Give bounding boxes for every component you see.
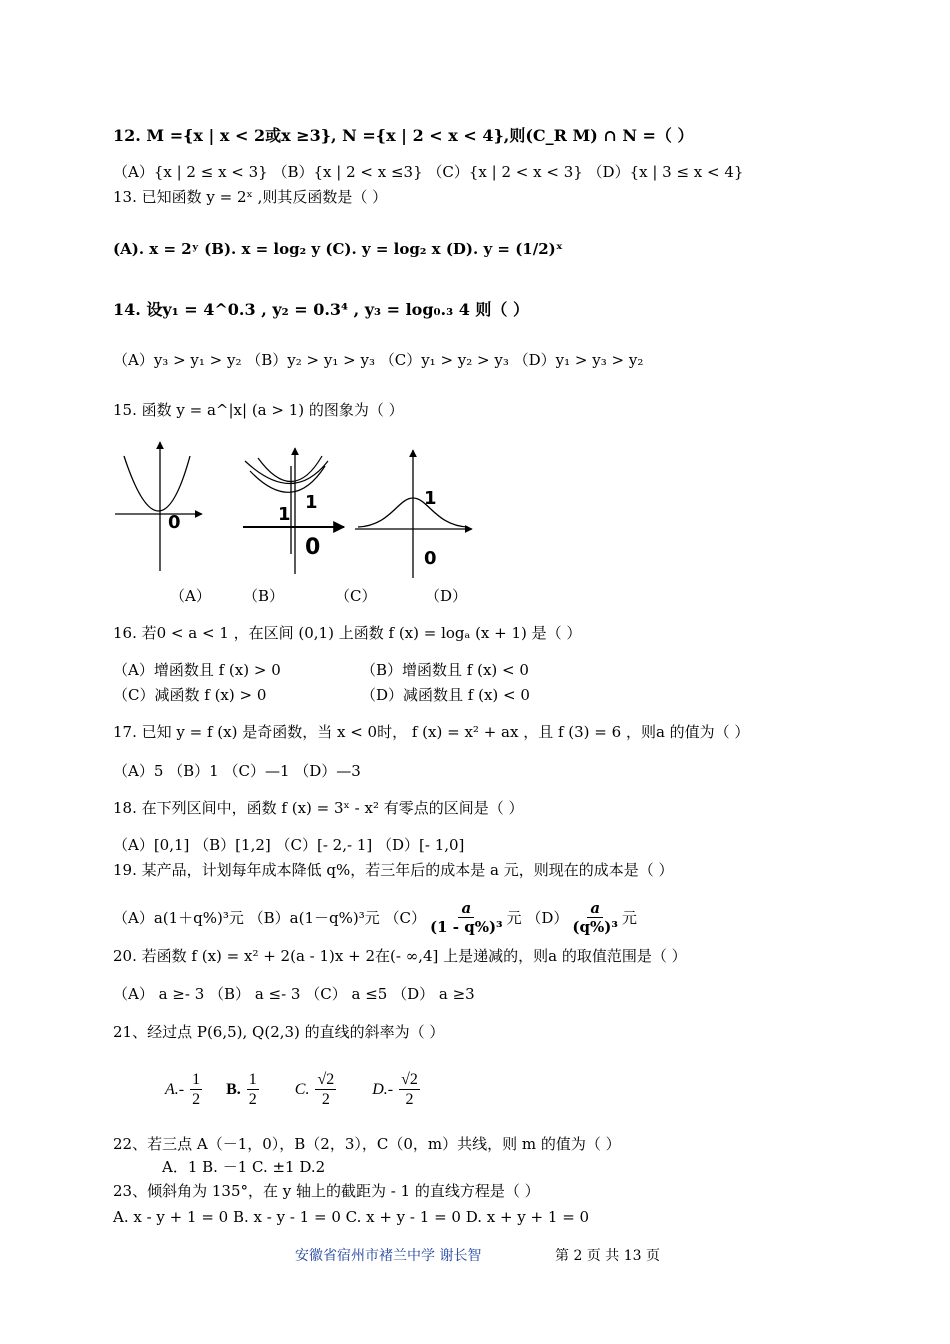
q21-option-b-num: 1: [247, 1070, 259, 1090]
q19-stem: 19. 某产品，计划每年成本降低 q%，若三年后的成本是 a 元，则现在的成本是（ ）: [113, 861, 674, 879]
footer-school: 安徽省宿州市褚兰中学 谢长智: [295, 1248, 482, 1264]
q19-option-c-unit: 元 （D）: [506, 908, 569, 927]
q19-option-d-fraction: [572, 899, 618, 936]
q15-option-c: （C）: [335, 587, 377, 605]
q16-option-c: （C）减函数 f (x) > 0: [113, 686, 267, 704]
q19-options: [113, 899, 637, 936]
q21-option-a-prefix: A.-: [165, 1081, 185, 1099]
q12-stem: 12. M ={x | x < 2或x ≥3}, N ={x | 2 < x < 4},则(C_R M) ∩ N =（ ）: [113, 126, 694, 145]
graph-a-origin: 0: [168, 512, 181, 533]
q21-option-b-prefix: B.: [226, 1081, 241, 1099]
q17-options: （A）5 （B）1 （C）—1 （D）—3: [113, 762, 361, 780]
q14-options: （A）y₃ > y₁ > y₂ （B）y₂ > y₁ > y₃ （C）y₁ > y₂ > y₃ （D）y₁ > y₃ > y₂: [113, 351, 644, 369]
q21-option-a-den: 2: [192, 1091, 201, 1109]
q21-options: [165, 1070, 420, 1109]
q21-option-d-den: 2: [405, 1091, 414, 1109]
q16-option-a: （A）增函数且 f (x) > 0: [113, 661, 281, 679]
q20-stem: 20. 若函数 f (x) = x² + 2(a - 1)x + 2在(- ∞,4] 上是递减的，则a 的取值范围是（ ）: [113, 947, 687, 965]
q19-option-d-unit: 元: [621, 908, 637, 927]
q21-option-c-den: 2: [321, 1091, 330, 1109]
q21-option-d-prefix: D.-: [372, 1081, 394, 1099]
graph-a: [115, 442, 202, 571]
q21-option-c-fraction: [315, 1070, 336, 1109]
q17-stem: 17. 已知 y = f (x) 是奇函数，当 x < 0时， f (x) = x² + ax ，且 f (3) = 6 ，则a 的值为（ ）: [113, 723, 750, 741]
footer-page-number: 第 2 页 共 13 页: [555, 1248, 660, 1264]
q18-options: （A）[0,1] （B）[1,2] （C）[- 2,- 1] （D）[- 1,0]: [113, 836, 465, 854]
q21-option-c-prefix: C.: [294, 1081, 310, 1099]
q19-option-c-num: a: [458, 899, 474, 918]
q19-option-d-den: (q%)³: [572, 918, 618, 936]
q15-figures: [110, 436, 490, 586]
q15-option-b: （B）: [243, 587, 285, 605]
q21-option-d-fraction: [399, 1070, 420, 1109]
q21-option-a-fraction: [190, 1070, 202, 1109]
q13-options: (A). x = 2ʸ (B). x = log₂ y (C). y = log₂ x (D). y = (1/2)ˣ: [113, 240, 563, 258]
q16-option-d: （D）减函数且 f (x) < 0: [361, 686, 530, 704]
q18-stem: 18. 在下列区间中，函数 f (x) = 3ˣ - x² 有零点的区间是（ ）: [113, 799, 524, 817]
q22-options: A．1 B. －1 C. ±1 D.2: [162, 1158, 326, 1176]
q16-option-b: （B）增函数且 f (x) < 0: [361, 661, 529, 679]
q22-stem: 22、若三点 A（－1，0），B（2，3），C（0，m）共线，则 m 的值为（ ）: [113, 1135, 621, 1153]
q23-stem: 23、倾斜角为 135°，在 y 轴上的截距为 - 1 的直线方程是（ ）: [113, 1182, 540, 1200]
q21-option-b-fraction: [247, 1070, 259, 1109]
q21-stem: 21、经过点 P(6,5), Q(2,3) 的直线的斜率为（ ）: [113, 1023, 445, 1041]
graph-d-label-1: 1: [424, 488, 437, 509]
graph-b: [243, 448, 344, 574]
q20-options: （A） a ≥- 3 （B） a ≤- 3 （C） a ≤5 （D） a ≥3: [113, 985, 475, 1003]
q19-option-d-num: a: [587, 899, 603, 918]
graph-b-origin: 0: [305, 535, 321, 560]
q23-options: A. x - y + 1 = 0 B. x - y - 1 = 0 C. x + y - 1 = 0 D. x + y + 1 = 0: [113, 1208, 590, 1226]
graph-b-label-1a: 1: [305, 492, 318, 513]
graph-d-origin: 0: [424, 548, 437, 569]
q19-options-ab: （A）a(1＋q%)³元 （B）a(1－q%)³元 （C）: [113, 908, 426, 927]
graph-d: [355, 450, 472, 578]
graph-b-label-1b: 1: [278, 504, 291, 525]
q21-option-d-num: √2: [399, 1070, 420, 1090]
q12-options: （A）{x | 2 ≤ x < 3} （B）{x | 2 < x ≤3} （C）{x | 2 < x < 3} （D）{x | 3 ≤ x < 4}: [113, 163, 744, 181]
q15-option-d: （D）: [425, 587, 468, 605]
q21-option-a-num: 1: [190, 1070, 202, 1090]
q19-option-c-den: (1 - q%)³: [430, 918, 503, 936]
q14-stem: 14. 设y₁ = 4^0.3 , y₂ = 0.3⁴ , y₃ = log₀.₃ 4 则（ ）: [113, 300, 529, 319]
q19-option-c-fraction: [430, 899, 503, 936]
q16-stem: 16. 若0 < a < 1 ，在区间 (0,1) 上函数 f (x) = logₐ (x + 1) 是（ ）: [113, 624, 582, 642]
q15-stem: 15. 函数 y = a^|x| (a > 1) 的图象为（ ）: [113, 401, 404, 419]
q21-option-c-num: √2: [315, 1070, 336, 1090]
q15-option-a: （A）: [170, 587, 211, 605]
q13-stem: 13. 已知函数 y = 2ˣ ,则其反函数是（ ）: [113, 188, 388, 206]
q21-option-b-den: 2: [248, 1091, 257, 1109]
q15-graphs-svg: [110, 436, 490, 586]
